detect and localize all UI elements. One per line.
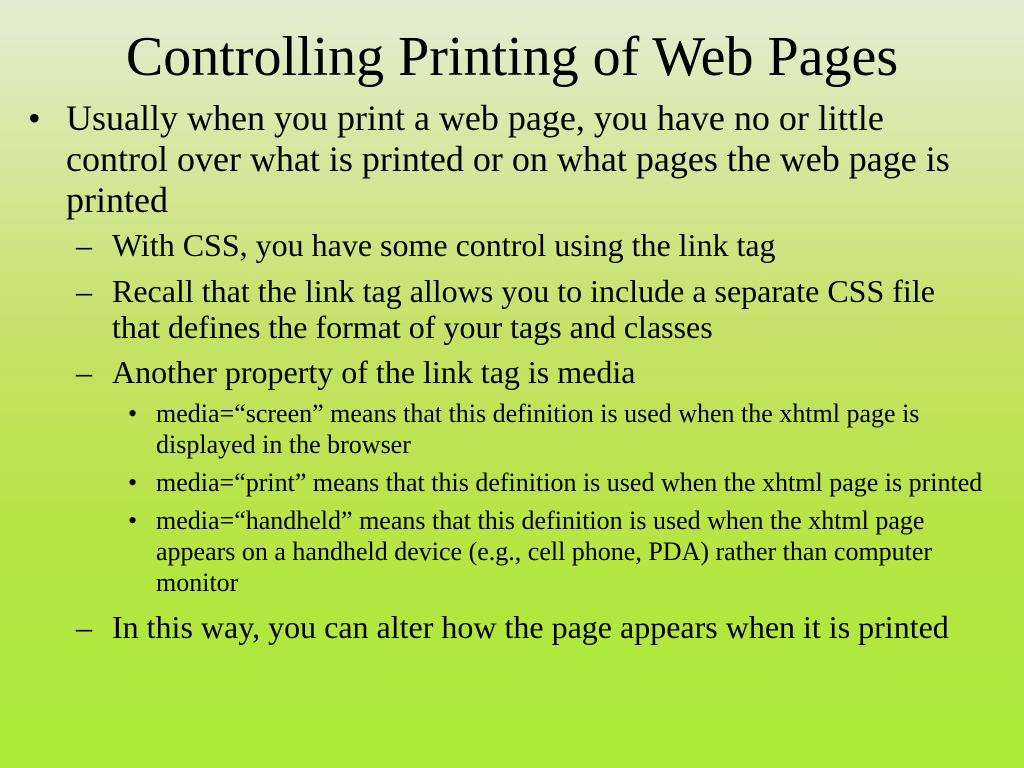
- bullet-text: With CSS, you have some control using the link tag: [112, 227, 776, 263]
- bullet-text: media=“handheld” means that this definition is used when the xhtml page appears on a handheld device (e.g., cell phone, PDA) rather than computer monitor: [156, 506, 933, 597]
- bullet-item-level3: [0, 467, 1000, 498]
- bullet-item-level2: [0, 227, 1000, 263]
- bullet-dash-icon: –: [76, 227, 92, 263]
- bullet-item-level2: [0, 354, 1000, 390]
- bullet-dot-icon: •: [128, 506, 138, 535]
- bullet-text: media=“screen” means that this definition is used when the xhtml page is displayed in the browser: [156, 399, 920, 459]
- bullet-item-level3: [0, 398, 1000, 460]
- bullet-dash-icon: –: [76, 354, 92, 390]
- bullet-item-level2: [0, 609, 1000, 645]
- bullet-dot-icon: •: [28, 98, 41, 138]
- bullet-text: Usually when you print a web page, you have no or little control over what is printed or on what pages the web page is printed: [66, 98, 950, 220]
- bullet-item-level3: [0, 505, 1000, 598]
- bullet-text: Recall that the link tag allows you to include a separate CSS file that defines the format of your tags and classes: [112, 273, 935, 345]
- bullet-text: media=“print” means that this definition is used when the xhtml page is printed: [156, 468, 983, 497]
- slide-content: [0, 98, 1000, 645]
- slide-title: Controlling Printing of Web Pages: [125, 26, 899, 88]
- bullet-item-level2: [0, 273, 1000, 345]
- bullet-dot-icon: •: [128, 468, 138, 497]
- bullet-text: In this way, you can alter how the page appears when it is printed: [112, 609, 949, 645]
- bullet-text: Another property of the link tag is media: [112, 354, 636, 390]
- bullet-dash-icon: –: [76, 609, 92, 645]
- bullet-dot-icon: •: [128, 399, 138, 428]
- bullet-dash-icon: –: [76, 273, 92, 309]
- bullet-item-level1: [0, 98, 1000, 221]
